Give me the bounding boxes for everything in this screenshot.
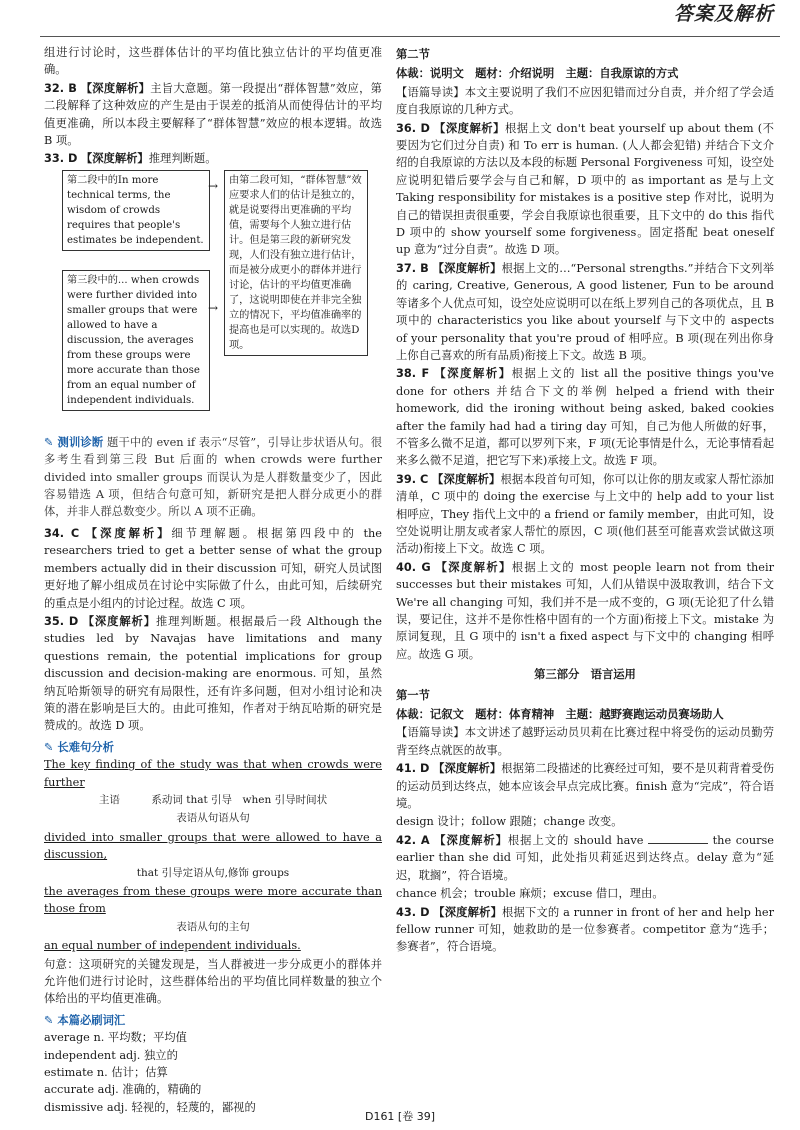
answer-40: 40. G 【深度解析】根据上文的 most people learn not from their successes but their mistakes 可知，人们从错误中汲取教训，结合下文 We're all changing 可知，我们并不是一成不变的，G 项(无论犯了什么错误，要记住，这并不是你性格中固有的一个方面)衔接上下文。mistake 为原词复现，且 G 项中的 isn't a fixed aspect 与下文中的 changing 相呼应。故选 G 项。: [396, 559, 774, 661]
vocab-heading: ✎ 本篇必刷词汇: [44, 1013, 126, 1027]
sentence-note-2: that 引导定语从句,修饰 groups: [136, 866, 290, 879]
answer-42: 42. A 【深度解析】根据上文的 should have the course earlier than she did 可知，此处指贝莉延迟到达终点。delay 意为“延迟，耽搁”，符合语境。: [396, 832, 774, 882]
vocab-item: independent adj. 独立的: [44, 1048, 178, 1062]
answer-39: 39. C 【深度解析】根据本段首句可知，你可以让你的朋友或家人帮忙添加清单，C 项中的 doing the exercise 与上文中的 help add to your list 相呼应，They 指代上文中的 a friend or family member，由此可知，设空处说明让朋友或者家人帮忙的原因，C 项(他们甚至可能喜欢尝试做这项活动)衔接上下文。故选 C 项。: [396, 471, 774, 556]
sentence-line-4: an equal number of independent individuals.: [44, 939, 301, 953]
section-1-info: 体裁：记叙文 题材：体育精神 主题：越野赛跑运动员赛场助人: [396, 707, 724, 722]
pencil-icon: ✎: [44, 1013, 58, 1027]
answer-43: 43. D 【深度解析】根据下文的 a runner in front of her and help her fellow runner 可知，她救助的是一位参赛者。competitor 意为“选手；参赛者”，符合语境。: [396, 904, 775, 954]
vocab-item: accurate adj. 准确的，精确的: [44, 1083, 202, 1097]
arrow-right-icon: →: [208, 178, 219, 193]
intro-text: 组进行讨论时，这些群体估计的平均值比独立估计的平均值更准确。: [44, 46, 382, 77]
evidence-box-paragraph3: 第三段中的... when crowds were further divided into smaller groups that were allowed to have a discussion, the averages from these groups were more accurate than those from an equal number of independent individuals.: [62, 270, 210, 411]
answer-34: 34. C 【深度解析】细节理解题。根据第四段中的 the researchers tried to get a better sense of what the group members actually did in their discussion 可知，研究人员试图更好地了解小组成员在讨论中实际做了什么，由此可知，后续研究的重点是小组内的讨论过程。故选 C 项。: [44, 525, 382, 610]
blank-line: [648, 843, 708, 844]
arrow-right-icon: →: [208, 300, 219, 315]
section-2-guide: 【语篇导读】本文主要说明了我们不应因犯错而过分自责，并介绍了学会适度自我原谅的几种方式。: [396, 85, 774, 117]
answer-41-options: design 设计；follow 跟随；change 改变。: [396, 815, 623, 829]
analysis-box: 由第二段可知，“群体智慧”效应要求人们的估计是独立的，就是说要得出更准确的平均值，需要每个人独立进行估计。但是第三段的新研究发现，人们没有独立进行估计，而是被分成更小的群体并进行讨论，估计的平均值更准确了，这说明即使在并非完全独立的情况下，平均值准确率的提高也是可以实现的。故选D项。: [224, 170, 368, 356]
sentence-analysis-heading: ✎ 长难句分析: [44, 740, 114, 754]
pencil-icon: ✎: [44, 435, 58, 449]
part-3-title: 第三部分 语言运用: [534, 668, 636, 682]
right-column: [396, 44, 774, 957]
sentence-analysis: [44, 756, 382, 1008]
answer-32: 32. B 【深度解析】主旨大意题。第一段提出“群体智慧”效应，第二段解释了这种效应的产生是由于误差的抵消从而使得估计的平均值更准确，所以本段主要解释了“群体智慧”效应的根本逻辑。故选 B 项。: [44, 80, 382, 148]
sentence-line-3: the averages from these groups were more accurate than those from: [44, 885, 382, 916]
sentence-translation: 句意：这项研究的关键发现是，当人群被进一步分成更小的群体并允许他们进行讨论时，这些群体给出的平均值比同样数量的独立个体给出的平均值更准确。: [44, 957, 382, 1006]
section-1-title: 第一节: [396, 687, 430, 702]
vocab-item: estimate n. 估计；估算: [44, 1066, 168, 1080]
answer-35: 35. D 【深度解析】推理判断题。根据最后一段 Although the studies led by Navajas have limitations and many questions remain, the potential implications for group discussion and decision-making are enormous. 可知，虽然纳瓦哈斯领导的研究有局限性，还有许多问题，但对小组讨论和决策的潜在影响是巨大的。由此可推知，作者对于纳瓦哈斯的研究是赞成的。故选 D 项。: [44, 613, 382, 733]
answer-33: 33. D 【深度解析】推理判断题。: [44, 151, 217, 166]
pencil-icon: ✎: [44, 740, 58, 754]
answer-41: 41. D 【深度解析】根据第二段描述的比赛经过可知，要不是贝莉背着受伤的运动员到达终点，她本应该会早点完成比赛。finish 意为“完成”，符合语境。: [396, 761, 774, 811]
sentence-note-3: 表语从句的主句: [176, 920, 250, 933]
page-header-title: 答案及解析: [673, 3, 774, 25]
evidence-box-paragraph2: 第二段中的In more technical terms, the wisdom of crowds requires that people's estimates be independent.: [62, 170, 210, 251]
left-column: [44, 44, 382, 1116]
page-number: D161 [卷 39]: [364, 1110, 436, 1123]
answer-38: 38. F 【深度解析】根据上文的 list all the positive things you've done for others 并结合下文的举例 helped a friend with their homework, did the ironing without being asked, baked cookies after the family had had a tiring day 可知，自己为他人所做的好事，不管多么微不足道，都可以罗列下来，F 项(无论事情是什么，无论事情看起来多么微不足道，把它写下来)承接上文。故选 F 项。: [396, 366, 774, 468]
answer-42-options: chance 机会；trouble 麻烦；excuse 借口，理由。: [396, 887, 664, 901]
diagnosis-note: ✎ 测训诊断 题干中的 even if 表示“尽管”，引导让步状语从句。很多考生看到第三段 But 后面的 when crowds were further divided into smaller groups 而误认为是人群数量变少了，因此容易错选 A 项，但结合句意可知，新研究是把人群分成更小的群体，并非人群总数变少。所以 A 项不正确。: [44, 435, 382, 519]
sentence-line-2: divided into smaller groups that were allowed to have a discussion,: [44, 830, 382, 862]
section-1-guide: 【语篇导读】本文讲述了越野运动员贝莉在比赛过程中将受伤的运动员勤劳背至终点就医的故事。: [396, 726, 774, 757]
header-divider: [40, 36, 780, 37]
section-2-info: 体裁：说明文 题材：介绍说明 主题：自我原谅的方式: [396, 66, 679, 81]
answer-37: 37. B 【深度解析】根据上文的…“Personal strengths.”并结合下文列举的 caring, Creative, Generous, A good listener, Fun to be around 等诸多个人优点可知，设空处应说明可以在纸上罗列自己的各项优点，且 B 项中的 characteristics you like about yourself 与下文中的 aspects of your personality that you're proud of 相呼应。B 项(现在列出你身上你自己喜欢的所有品质)衔接上下文。故选 B 项。: [396, 260, 774, 362]
vocab-item: average n. 平均数；平均值: [44, 1031, 187, 1045]
sentence-note-1b: 表语从句语从句: [176, 812, 250, 825]
reasoning-diagram: [44, 170, 382, 430]
sentence-line-1: The key finding of the study was that when crowds were further: [44, 758, 382, 789]
vocab-item: dismissive adj. 轻视的，轻蔑的，鄙视的: [44, 1100, 256, 1114]
section-2-title: 第二节: [396, 47, 430, 61]
vocab-list: [44, 1029, 382, 1116]
sentence-note-1: 主语 系动词 that 引导 when 引导时间状: [98, 793, 328, 806]
answer-36: 36. D 【深度解析】根据上文 don't beat yourself up about them (不要因为它们过分自责) 和 To err is human. (人人都会犯错) 并结合下文介绍的自我原谅的方法以及本段的标题 Personal Forgiveness 可知，设空处应说明犯错后要学会与自己和解，D 项中的 as important as 是与上文 Taking responsibility for mistakes is a positive step 作对比，说明为自己的错误担责很重要，学会自我原谅也很重要，且下文中的 do this 指代 D 项中的 show yourself some forgiveness。固定搭配 beat oneself up 意为“过分自责”。故选 D 项。: [396, 120, 774, 257]
